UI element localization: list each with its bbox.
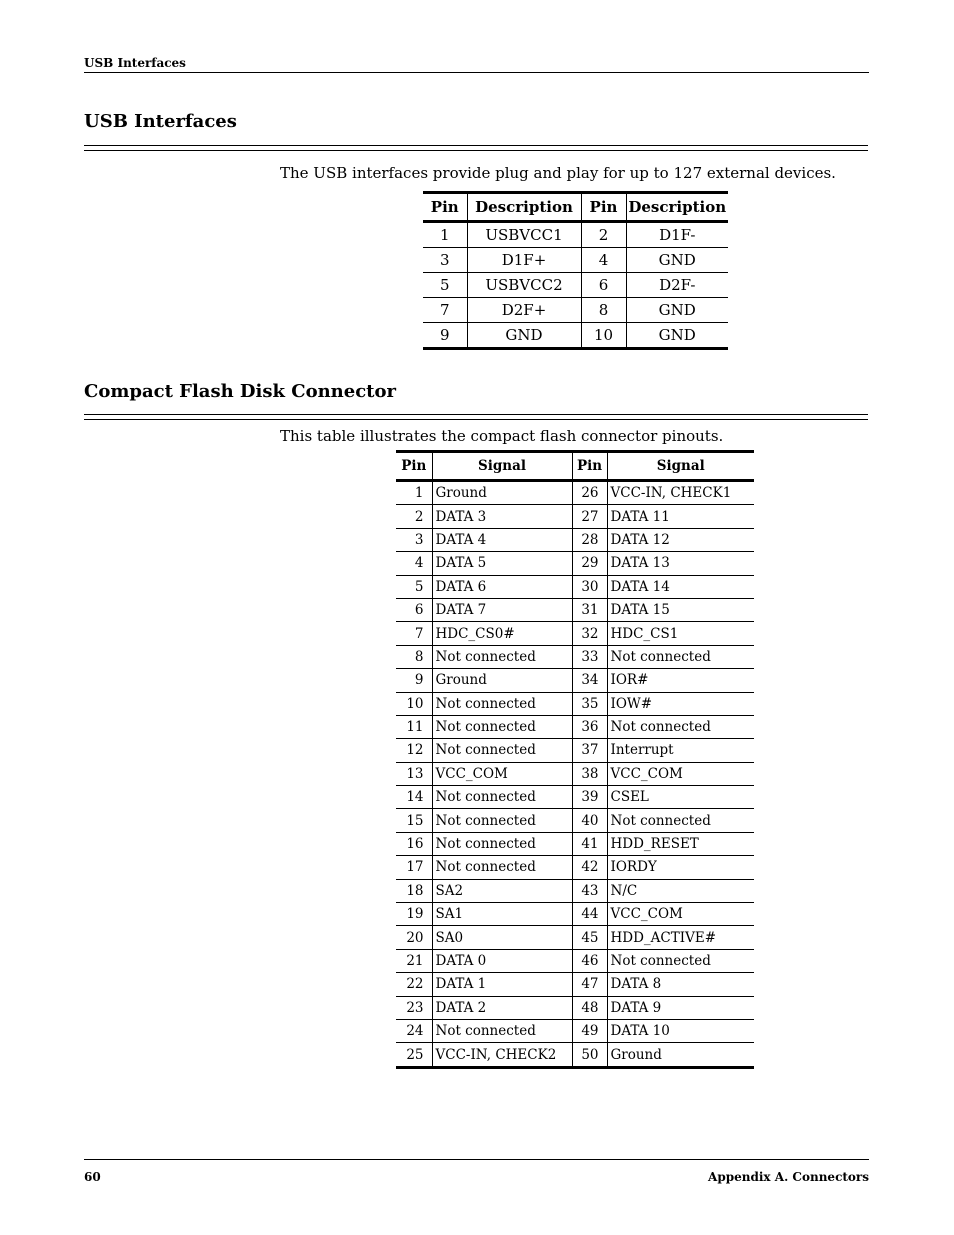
pin-cell: 11 <box>396 715 432 738</box>
signal-cell: Not connected <box>607 645 754 668</box>
pin-cell: 30 <box>572 575 607 598</box>
signal-cell: VCC_COM <box>432 762 572 785</box>
pin-cell: 6 <box>396 598 432 621</box>
table-row <box>396 786 754 809</box>
pin-cell: 1 <box>396 481 432 505</box>
signal-cell: GND <box>626 248 728 273</box>
signal-cell: Not connected <box>432 786 572 809</box>
signal-cell: Not connected <box>432 715 572 738</box>
pin-cell: 50 <box>572 1043 607 1067</box>
pin-cell: 38 <box>572 762 607 785</box>
signal-cell: IOW# <box>607 692 754 715</box>
column-header: Description <box>467 193 581 222</box>
signal-cell: GND <box>467 323 581 349</box>
pin-cell: 22 <box>396 973 432 996</box>
pin-cell: 27 <box>572 505 607 528</box>
pin-cell: 33 <box>572 645 607 668</box>
signal-cell: HDD_ACTIVE# <box>607 926 754 949</box>
signal-cell: GND <box>626 298 728 323</box>
pin-cell: 20 <box>396 926 432 949</box>
signal-cell: USBVCC2 <box>467 273 581 298</box>
table-row <box>396 645 754 668</box>
signal-cell: D1F- <box>626 222 728 248</box>
running-header: USB Interfaces <box>84 56 186 70</box>
table-row <box>396 692 754 715</box>
signal-cell: VCC_COM <box>607 903 754 926</box>
signal-cell: HDC_CS0# <box>432 622 572 645</box>
pin-cell: 3 <box>396 528 432 551</box>
signal-cell: Not connected <box>432 809 572 832</box>
signal-cell: DATA 8 <box>607 973 754 996</box>
pin-cell: 34 <box>572 669 607 692</box>
pin-cell: 7 <box>423 298 467 323</box>
signal-cell: D2F+ <box>467 298 581 323</box>
page-number: 60 <box>84 1170 101 1184</box>
column-header: Pin <box>581 193 626 222</box>
signal-cell: DATA 0 <box>432 949 572 972</box>
usb-table-body <box>423 222 728 349</box>
pin-cell: 43 <box>572 879 607 902</box>
pin-cell: 48 <box>572 996 607 1019</box>
pin-cell: 4 <box>396 552 432 575</box>
table-row <box>396 903 754 926</box>
pin-cell: 36 <box>572 715 607 738</box>
header-rule <box>84 72 869 73</box>
signal-cell: HDC_CS1 <box>607 622 754 645</box>
column-header: Signal <box>607 452 754 481</box>
pin-cell: 17 <box>396 856 432 879</box>
signal-cell: DATA 13 <box>607 552 754 575</box>
table-row <box>423 222 728 248</box>
usb-section-rule <box>84 145 868 151</box>
pin-cell: 46 <box>572 949 607 972</box>
signal-cell: SA1 <box>432 903 572 926</box>
table-row <box>396 505 754 528</box>
signal-cell: CSEL <box>607 786 754 809</box>
cf-section-rule <box>84 414 868 420</box>
pin-cell: 39 <box>572 786 607 809</box>
signal-cell: VCC-IN, CHECK1 <box>607 481 754 505</box>
pin-cell: 5 <box>423 273 467 298</box>
cf-table-body <box>396 481 754 1068</box>
signal-cell: VCC-IN, CHECK2 <box>432 1043 572 1067</box>
signal-cell: Not connected <box>432 832 572 855</box>
pin-cell: 24 <box>396 1019 432 1042</box>
table-row <box>396 832 754 855</box>
signal-cell: Ground <box>432 669 572 692</box>
pin-cell: 12 <box>396 739 432 762</box>
table-row <box>396 1019 754 1042</box>
column-header: Pin <box>572 452 607 481</box>
pin-cell: 35 <box>572 692 607 715</box>
pin-cell: 13 <box>396 762 432 785</box>
pin-cell: 21 <box>396 949 432 972</box>
signal-cell: Not connected <box>607 809 754 832</box>
signal-cell: Not connected <box>432 856 572 879</box>
pin-cell: 2 <box>396 505 432 528</box>
signal-cell: DATA 6 <box>432 575 572 598</box>
usb-pinout-table <box>423 191 728 350</box>
column-header: Signal <box>432 452 572 481</box>
table-row <box>396 715 754 738</box>
signal-cell: USBVCC1 <box>467 222 581 248</box>
signal-cell: GND <box>626 323 728 349</box>
pin-cell: 14 <box>396 786 432 809</box>
table-row <box>396 481 754 505</box>
signal-cell: Not connected <box>432 1019 572 1042</box>
pin-cell: 19 <box>396 903 432 926</box>
signal-cell: N/C <box>607 879 754 902</box>
table-row <box>423 273 728 298</box>
pin-cell: 42 <box>572 856 607 879</box>
column-header: Pin <box>396 452 432 481</box>
pin-cell: 7 <box>396 622 432 645</box>
pin-cell: 31 <box>572 598 607 621</box>
signal-cell: Ground <box>432 481 572 505</box>
pin-cell: 4 <box>581 248 626 273</box>
signal-cell: DATA 11 <box>607 505 754 528</box>
signal-cell: DATA 1 <box>432 973 572 996</box>
signal-cell: Not connected <box>432 739 572 762</box>
signal-cell: IORDY <box>607 856 754 879</box>
signal-cell: Not connected <box>607 715 754 738</box>
pin-cell: 23 <box>396 996 432 1019</box>
column-header: Description <box>626 193 728 222</box>
signal-cell: DATA 12 <box>607 528 754 551</box>
cf-intro-text: This table illustrates the compact flash connector pinouts. <box>280 427 724 445</box>
pin-cell: 37 <box>572 739 607 762</box>
table-row <box>396 926 754 949</box>
footer-rule <box>84 1159 869 1160</box>
pin-cell: 44 <box>572 903 607 926</box>
pin-cell: 47 <box>572 973 607 996</box>
pin-cell: 15 <box>396 809 432 832</box>
table-row <box>423 298 728 323</box>
table-row <box>396 552 754 575</box>
signal-cell: DATA 7 <box>432 598 572 621</box>
pin-cell: 32 <box>572 622 607 645</box>
pin-cell: 10 <box>396 692 432 715</box>
usb-section-title: USB Interfaces <box>84 111 237 132</box>
pin-cell: 45 <box>572 926 607 949</box>
table-row <box>396 762 754 785</box>
pin-cell: 8 <box>581 298 626 323</box>
signal-cell: SA2 <box>432 879 572 902</box>
signal-cell: HDD_RESET <box>607 832 754 855</box>
table-header-row <box>423 193 728 222</box>
signal-cell: Not connected <box>607 949 754 972</box>
table-row <box>396 598 754 621</box>
table-row <box>396 949 754 972</box>
signal-cell: Not connected <box>432 692 572 715</box>
table-row <box>396 996 754 1019</box>
usb-intro-text: The USB interfaces provide plug and play for up to 127 external devices. <box>280 164 836 182</box>
signal-cell: D1F+ <box>467 248 581 273</box>
footer-chapter-title: Appendix A. Connectors <box>708 1170 869 1184</box>
table-row <box>396 669 754 692</box>
pin-cell: 18 <box>396 879 432 902</box>
table-row <box>396 1043 754 1067</box>
signal-cell: DATA 9 <box>607 996 754 1019</box>
pin-cell: 9 <box>396 669 432 692</box>
signal-cell: Interrupt <box>607 739 754 762</box>
signal-cell: Ground <box>607 1043 754 1067</box>
signal-cell: DATA 14 <box>607 575 754 598</box>
pin-cell: 28 <box>572 528 607 551</box>
signal-cell: VCC_COM <box>607 762 754 785</box>
cf-pinout-table <box>396 450 754 1069</box>
pin-cell: 1 <box>423 222 467 248</box>
pin-cell: 10 <box>581 323 626 349</box>
pin-cell: 40 <box>572 809 607 832</box>
signal-cell: IOR# <box>607 669 754 692</box>
signal-cell: DATA 5 <box>432 552 572 575</box>
table-row <box>396 879 754 902</box>
pin-cell: 25 <box>396 1043 432 1067</box>
signal-cell: DATA 3 <box>432 505 572 528</box>
pin-cell: 8 <box>396 645 432 668</box>
pin-cell: 5 <box>396 575 432 598</box>
pin-cell: 2 <box>581 222 626 248</box>
pin-cell: 16 <box>396 832 432 855</box>
table-row <box>396 622 754 645</box>
pin-cell: 49 <box>572 1019 607 1042</box>
pin-cell: 3 <box>423 248 467 273</box>
pin-cell: 29 <box>572 552 607 575</box>
signal-cell: D2F- <box>626 273 728 298</box>
table-row <box>396 575 754 598</box>
signal-cell: SA0 <box>432 926 572 949</box>
table-header-row <box>396 452 754 481</box>
table-row <box>423 248 728 273</box>
signal-cell: DATA 10 <box>607 1019 754 1042</box>
table-row <box>423 323 728 349</box>
pin-cell: 6 <box>581 273 626 298</box>
pin-cell: 9 <box>423 323 467 349</box>
signal-cell: Not connected <box>432 645 572 668</box>
table-row <box>396 739 754 762</box>
table-row <box>396 809 754 832</box>
column-header: Pin <box>423 193 467 222</box>
table-row <box>396 856 754 879</box>
pin-cell: 41 <box>572 832 607 855</box>
cf-section-title: Compact Flash Disk Connector <box>84 381 396 402</box>
signal-cell: DATA 15 <box>607 598 754 621</box>
table-row <box>396 528 754 551</box>
pin-cell: 26 <box>572 481 607 505</box>
table-row <box>396 973 754 996</box>
signal-cell: DATA 2 <box>432 996 572 1019</box>
signal-cell: DATA 4 <box>432 528 572 551</box>
